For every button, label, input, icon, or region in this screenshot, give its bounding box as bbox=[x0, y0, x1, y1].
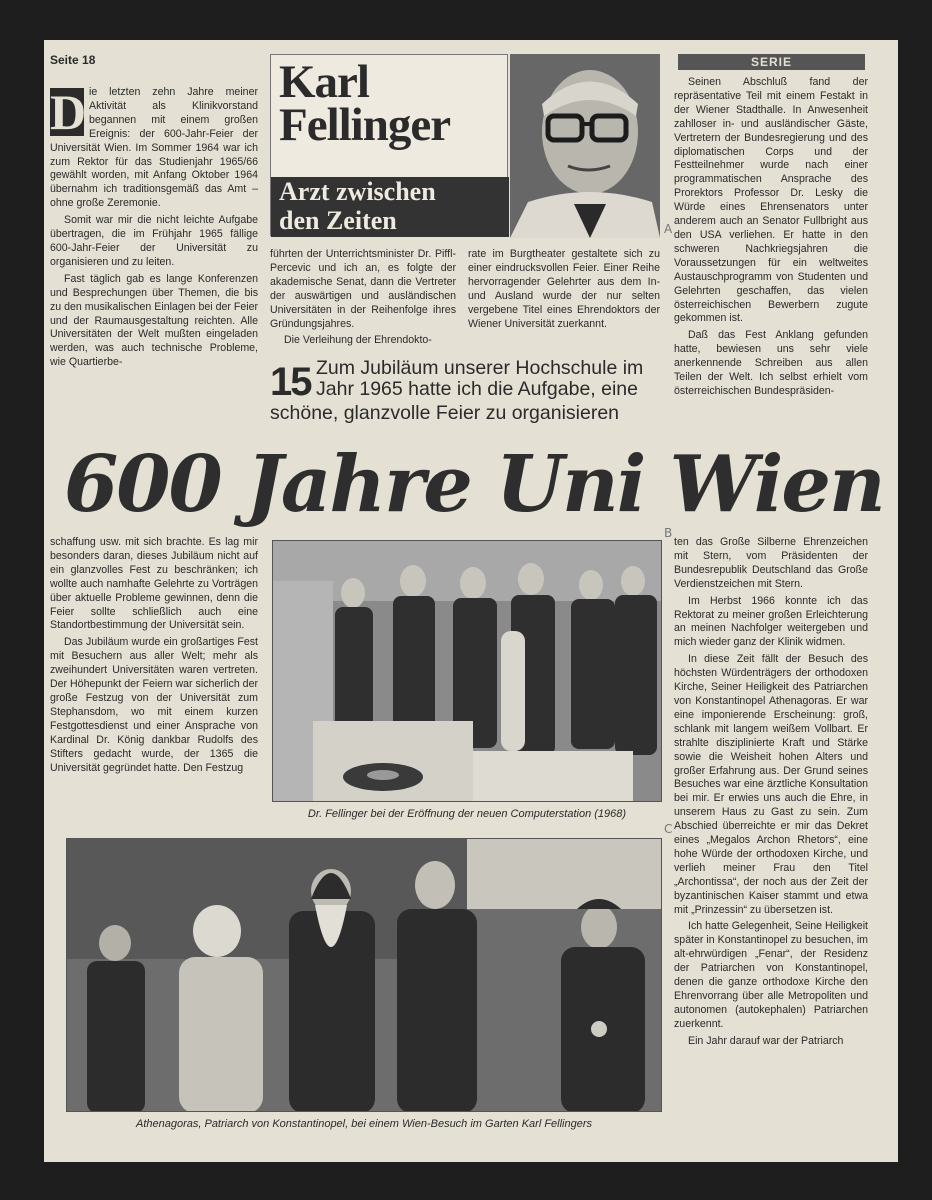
hand-mark-c: C bbox=[664, 822, 673, 836]
column-1-bottom bbox=[50, 536, 258, 826]
paragraph: ten das Große Silberne Ehrenzeichen mit Stern, vom Präsidenten der Bundesrepublik Deutschland das Große Verdienstzeichen mit Stern. bbox=[674, 536, 868, 590]
computer-station-photo bbox=[272, 540, 662, 802]
paragraph: rate im Burgtheater gestaltete sich zu einer eindrucksvollen Feier. Einer Reihe hervorragender Gelehrter aus dem In- und Ausland wurde der nur selten vergebene Titel eines Ehrendoktors der Wiener Universität zuerkannt. bbox=[468, 248, 660, 330]
column-2-top bbox=[270, 248, 456, 348]
paragraph: Ein Jahr darauf war der Patriarch bbox=[688, 1034, 844, 1047]
portrait-photo bbox=[510, 54, 660, 238]
paragraph: Fast täglich gab es lange Konferenzen und Besprechungen über Themen, die bis zu den musikalischen Einlagen bei der Feier und der Raumausgestaltung reichten. Alle Universitäten der Welt mußten eingeladen werden, was auch technische Probleme, wie Quartierbe- bbox=[50, 272, 258, 369]
paragraph: In diese Zeit fällt der Besuch des höchsten Würdenträgers der orthodoxen Kirche, Seiner Heiligkeit des Patriarchen von Konstantinopel Athenagoras. Er war eine imponierende Erscheinung: groß, schlank mit langem weißem Vollbart. Er strahlte disziplinierte Kraft und Stärke sowie die Weisheit hohen Alters und großer Erfahrung aus. Der Grund seines Besuches war eine ärztliche Konsultation bei mir. Er erwies uns auch die Ehre, in unserem Haus zu Gast zu sein. Zum Abschied überreichte er mir das Dekret eines „Megalos Archon Rhetors“, eine hohe Würde der orthodoxen Kirche, und verlieh meiner Frau den Titel „Archontissa“, der noch aus der Zeit der byzantinischen Kaiser stammt und etwa mit „Prinzessin“ zu übersetzen ist. bbox=[674, 653, 868, 916]
paragraph: führten der Unterrichtsminister Dr. Piffl-Percevic und ich an, es folgte der akademische Senat, dann die Vertreter der auswärtigen und ausländischen Universitäten in der Reihenfolge ihres Gründungsjahres. bbox=[270, 248, 456, 330]
paragraph: D ie letzten zehn Jahre meiner Aktivität als Klinikvorstand begannen mit einem großen Ereignis: der 600-Jahr-Feier der Universität Wien. Im Sommer 1964 war ich zum Rektor für das Studienjahr 1965/66 gewählt worden, mit Anfang Oktober 1964 übernahm ich traditionsgemäß das Amt – ohne große Zeremonie. bbox=[50, 86, 258, 210]
paragraph: Daß das Fest Anklang gefunden hatte, bewiesen uns sehr viele anerkennende Schreiben aus allen Teilen der Welt. Ich selbst erhielt vom österreichischen Bundespräsiden- bbox=[674, 329, 868, 397]
paragraph: Seinen Abschluß fand der repräsentative Teil mit einem Festakt in der Wiener Stadthalle. In Anwesenheit zahlloser in- und ausländischer Gäste, Vertretern der Bundesregierung und des diplomatischen Corps und der Festteilnehmer wurde nach einer programmatischen Ansprache des Prorektors Professor Dr. Lesky die Würde eines Ehrensenators unter anderem auch an Senator Fullbright aus den USA verliehen. Er hatte in den schweren Nachkriegsjahren die Voraussetzungen für ein weltweites Austauschprogramm von Studenten und Gelehrten geschaffen, das vielen österreichischen Bewerbern zugute gekommen ist. bbox=[674, 76, 868, 325]
caption-computer-station: Dr. Fellinger bei der Eröffnung der neuen Computerstation (1968) bbox=[307, 808, 627, 820]
title-subtitle: Arzt zwischen den Zeiten bbox=[271, 177, 509, 237]
paragraph: Ich hatte Gelegenheit, Seine Heiligkeit später in Konstantinopel zu besuchen, im alt-ehrwürdigen „Fenar“, der Residenz der Patriarchen von Konstantinopel, denen die ganze orthodoxe Kirche den Ehrenvorrang über alle Metropoliten und autonomen (autokephalen) Patriarchen zuerkennt. bbox=[674, 920, 868, 1030]
paragraph: Das Jubiläum wurde ein großartiges Fest mit Besuchern aus aller Welt; mehr als zweihundert Universitäten waren vertreten. Der Höhepunkt der Feiern war sicherlich der große Festzug von der Universität zum Stephansdom, wo mit einem kurzen Festgottesdienst und einer Ansprache von Kardinal Dr. König dankbar Rudolfs des Stifters gedacht wurde, der 1365 die Universität gegründet hatte. Den Festzug bbox=[50, 636, 258, 774]
chapter-number: 15 bbox=[270, 360, 311, 404]
column-4-top bbox=[674, 76, 868, 430]
newspaper-page bbox=[44, 40, 898, 1162]
article-title-box bbox=[270, 54, 508, 236]
caption-athenagoras: Athenagoras, Patriarch von Konstantinopel, bei einem Wien-Besuch im Garten Karl Fellingers bbox=[135, 1118, 593, 1130]
paragraph: schaffung usw. mit sich brachte. Es lag mir besonders daran, dieses Jubiläum nicht auf ein glanzvolles Fest zu beschränken; ich wollte auch namhafte Gelehrte zu Vorträgen über aktuelle Probleme gewinnen, denn die Feier sollte schließlich auch eine Standortbestimmung der Universität sein. bbox=[50, 536, 258, 632]
column-1-top bbox=[50, 86, 258, 430]
hand-mark-b: B bbox=[664, 526, 673, 540]
paragraph: Die Verleihung der Ehrendokto- bbox=[284, 334, 432, 347]
hand-mark-a: A bbox=[664, 222, 673, 236]
drop-cap: D bbox=[50, 86, 87, 140]
paragraph: Somit war mir die nicht leichte Aufgabe übertragen, die im Frühjahr 1965 fällige 600-Jahr-Feier der Universität zu organisieren und zu leiten. bbox=[50, 214, 258, 268]
headline-lines-1-2: Zum Jubiläum unserer Hochschule im Jahr 1965 hatte ich die Aufgabe, eine bbox=[316, 357, 644, 400]
paragraph: Im Herbst 1966 konnte ich das Rektorat zu meiner großen Erleichterung an meinen Nachfolger weitergeben und mich wieder ganz der Klinik widmen. bbox=[674, 594, 868, 649]
title-name: Karl Fellinger bbox=[279, 56, 451, 151]
column-4-bottom bbox=[674, 536, 868, 1142]
column-3-top bbox=[468, 248, 660, 348]
series-label: SERIE bbox=[678, 54, 865, 70]
athenagoras-visit-photo bbox=[66, 838, 662, 1112]
headline-line-3: schöne, glanzvolle Feier zu organisieren bbox=[270, 402, 620, 424]
main-title: 600 Jahre Uni Wien bbox=[64, 439, 884, 530]
page-number: Seite 18 bbox=[50, 53, 96, 67]
